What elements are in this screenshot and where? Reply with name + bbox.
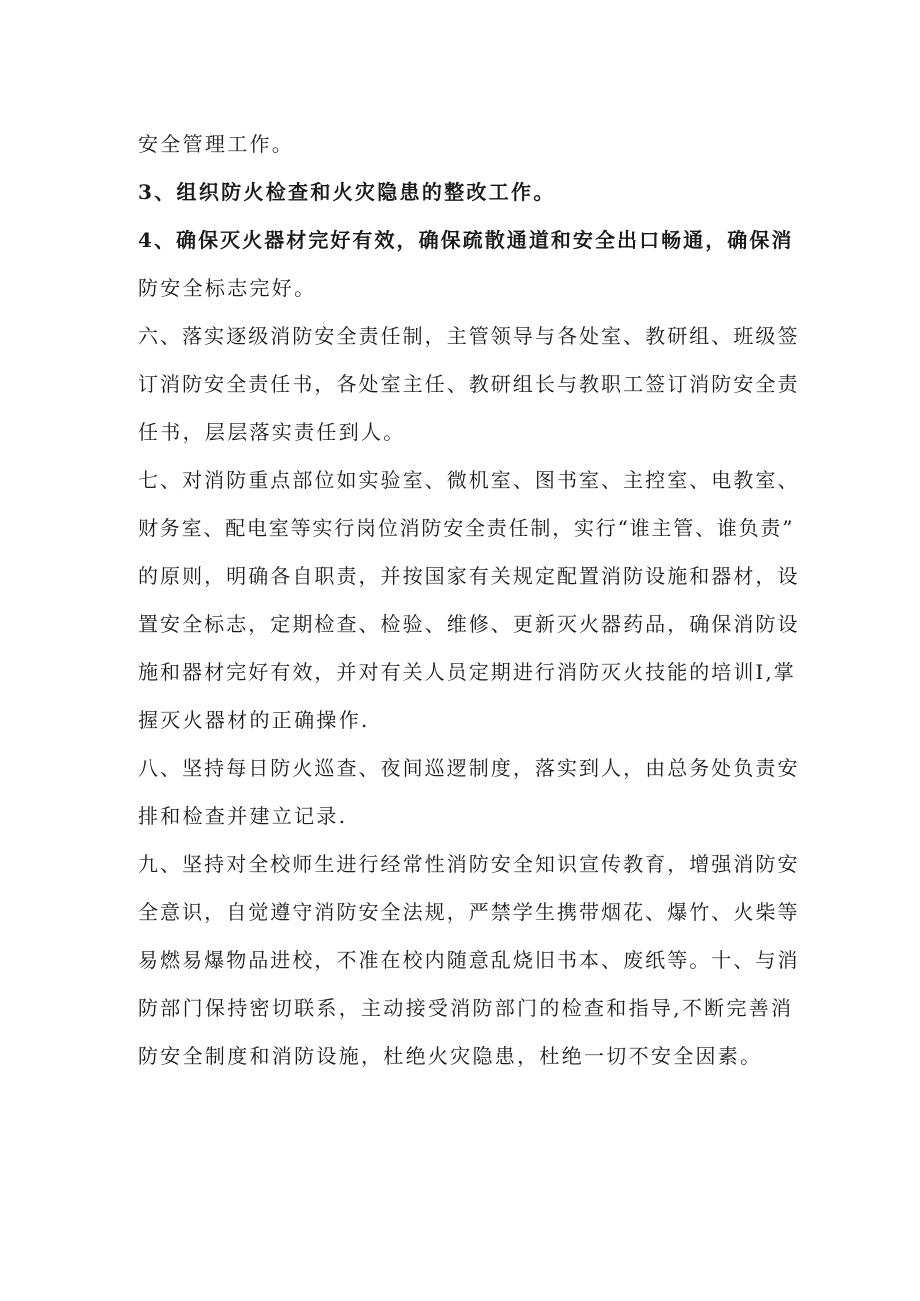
paragraph-7-line-2: 财务室、配电室等实行岗位消防安全责任制，实行“谁主管、谁负责” — [138, 516, 795, 540]
paragraph-9-line-1: 九、坚持对全校师生进行经常性消防安全知识宣传教育，增强消防安 — [138, 852, 800, 876]
paragraph-9-line-2: 全意识，自觉遵守消防安全法规，严禁学生携带烟花、爆竹、火柴等 — [138, 900, 800, 924]
paragraph-6-line-3: 任书，层层落实责任到人。 — [138, 420, 406, 444]
paragraph-9-line-3: 易燃易爆物品进校，不准在校内随意乱烧旧书本、废纸等。十、与消 — [138, 948, 800, 972]
paragraph-7-line-3: 的原则，明确各自职责，并按国家有关规定配置消防设施和器材，设 — [138, 564, 800, 588]
text-line-1: 安全管理工作。 — [138, 132, 295, 156]
paragraph-9-line-5: 防安全制度和消防设施，杜绝火灾隐患，杜绝一切不安全因素。 — [138, 1044, 763, 1068]
paragraph-8-line-1: 八、坚持每日防火巡查、夜间巡逻制度，落实到人，由总务处负责安 — [138, 756, 800, 780]
paragraph-8-line-2: 排和检查并建立记录. — [138, 804, 348, 828]
document-body — [138, 120, 800, 1080]
text-line-4: 防安全标志完好。 — [138, 276, 317, 300]
list-item-3: 3、组织防火检查和火灾隐患的整改工作。 — [138, 180, 556, 204]
paragraph-6-line-1: 六、落实逐级消防安全责任制，主管领导与各处室、教研组、班级签 — [138, 324, 800, 348]
paragraph-7-line-5: 施和器材完好有效，并对有关人员定期进行消防灭火技能的培训I,掌 — [138, 660, 796, 684]
paragraph-7-line-4: 置安全标志，定期检查、检验、维修、更新灭火器药品，确保消防设 — [138, 612, 800, 636]
paragraph-7-line-1: 七、对消防重点部位如实验室、微机室、图书室、主控室、电教室、 — [138, 468, 800, 492]
paragraph-9-line-4: 防部门保持密切联系，主动接受消防部门的检查和指导,不断完善消 — [138, 996, 794, 1020]
list-item-4: 4、确保灭火器材完好有效，确保疏散通道和安全出口畅通，确保消 — [138, 228, 794, 252]
paragraph-6-line-2: 订消防安全责任书，各处室主任、教研组长与教职工签订消防安全责 — [138, 372, 800, 396]
paragraph-7-line-6: 握灭火器材的正确操作. — [138, 708, 370, 732]
